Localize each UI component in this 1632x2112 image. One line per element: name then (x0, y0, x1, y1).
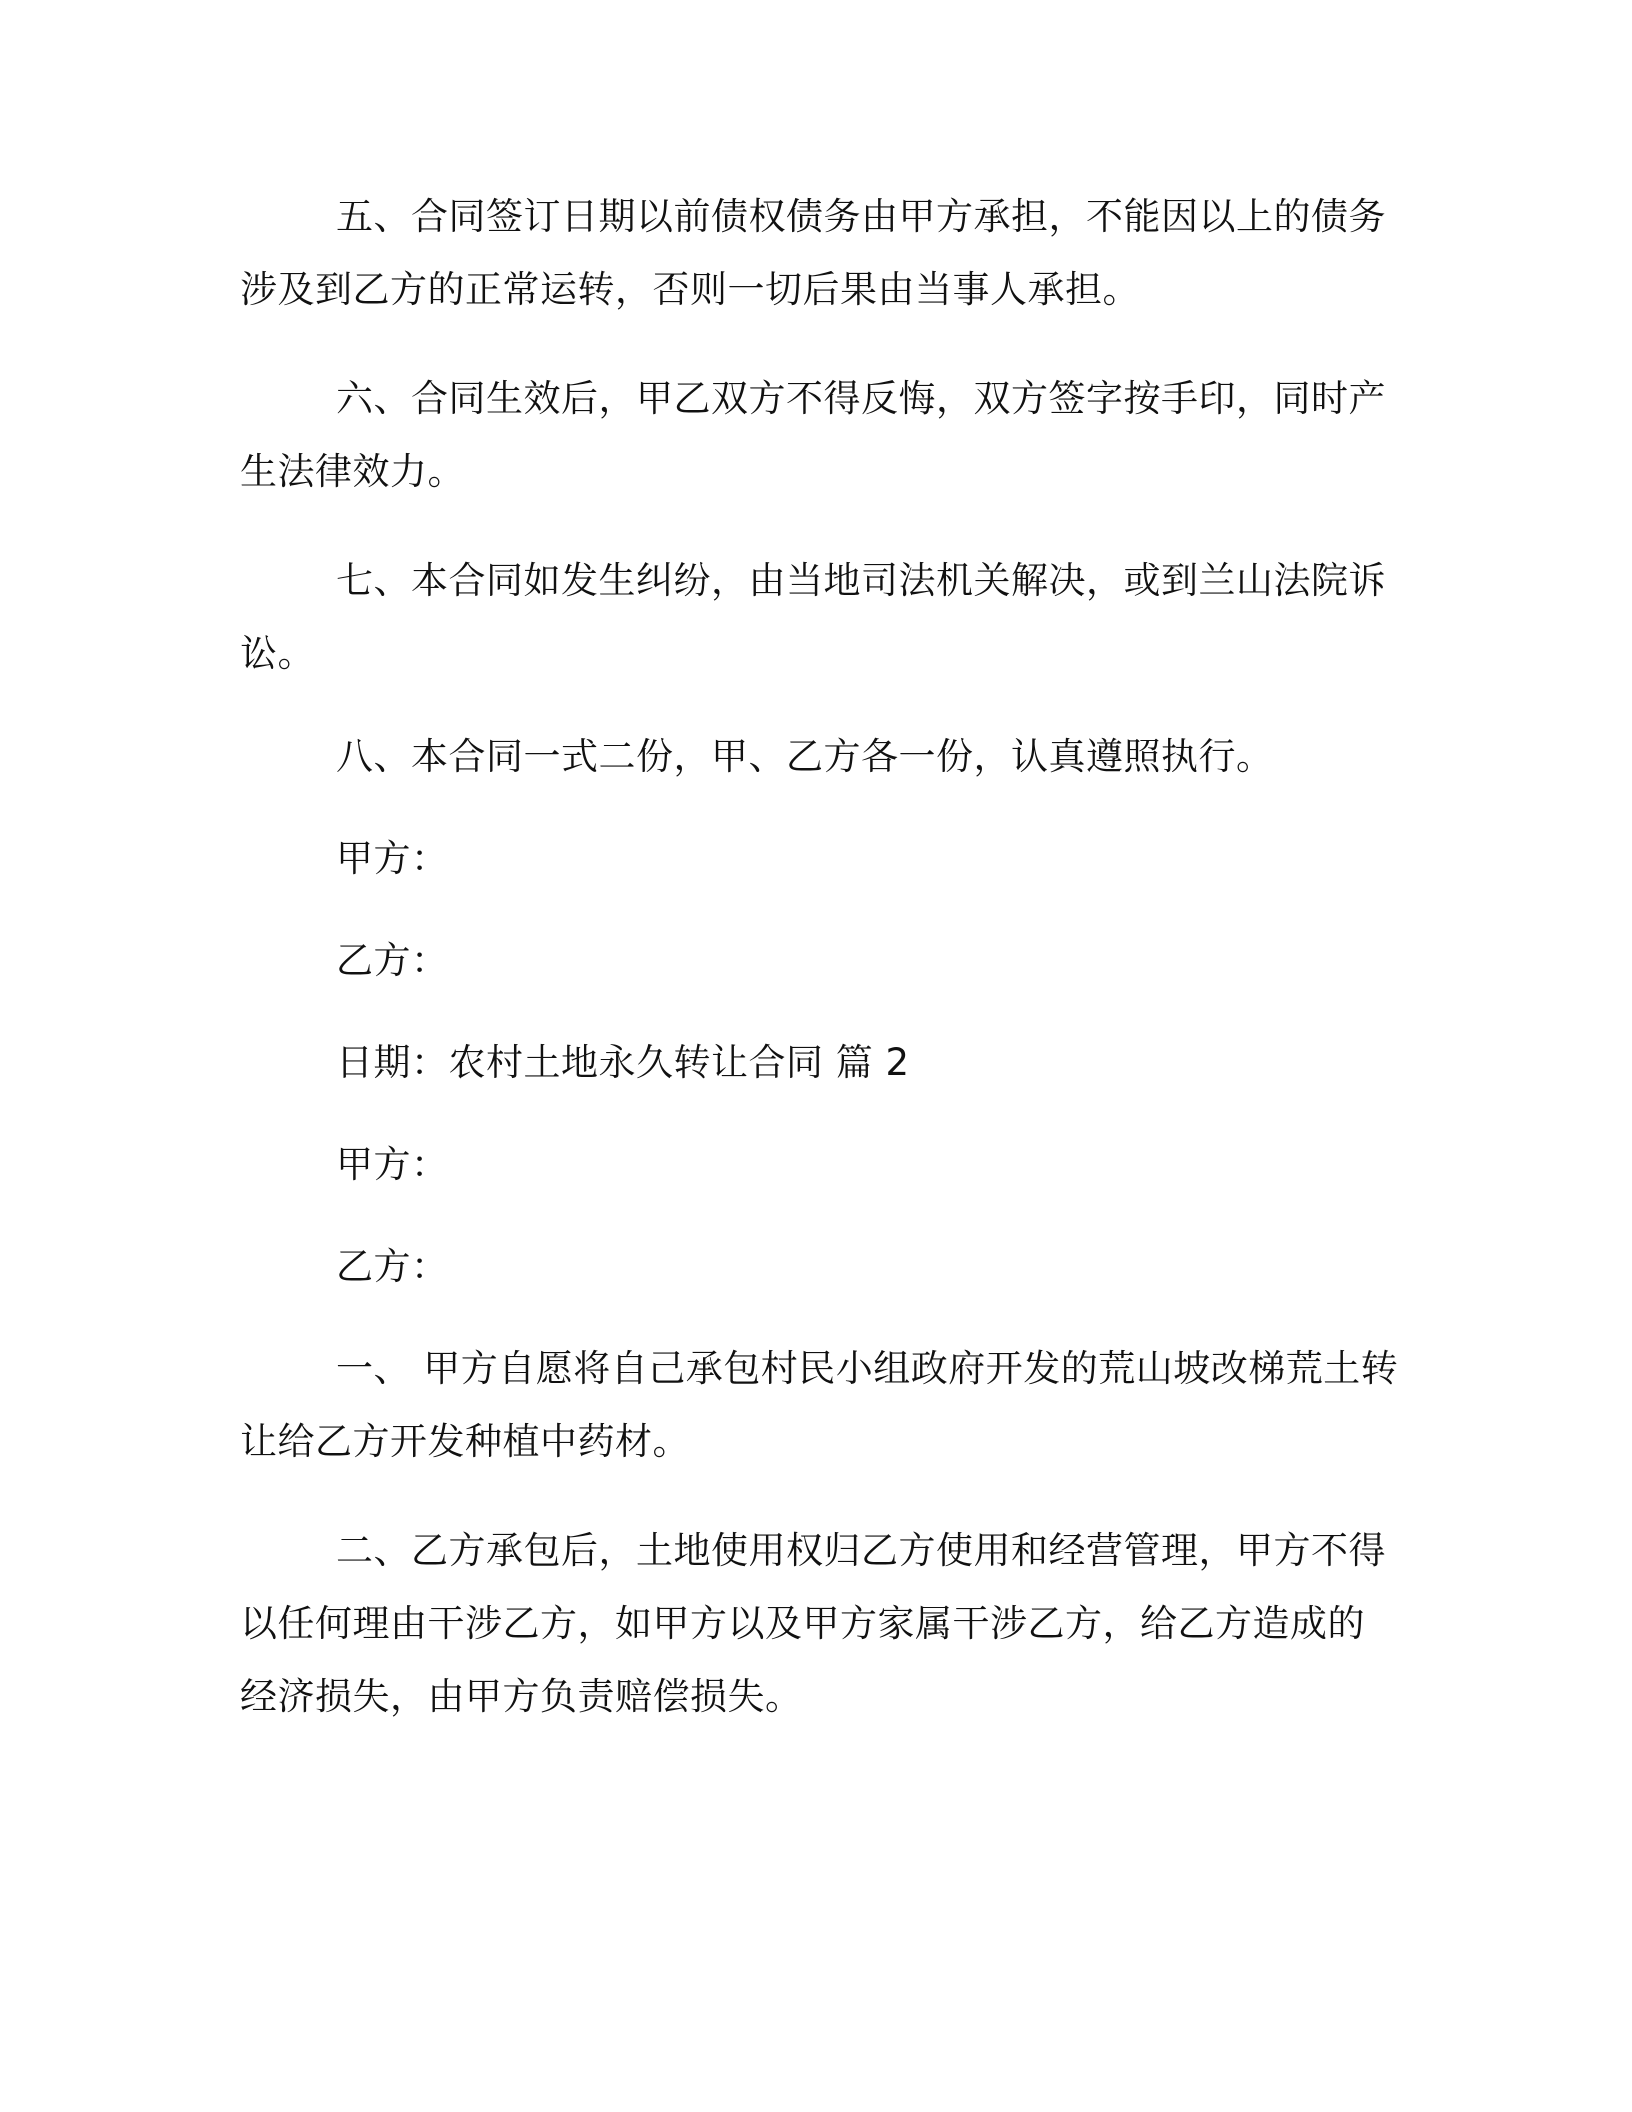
clause-7 (240, 544, 1386, 690)
clause-5-line-1: 五、合同签订日期以前债权债务由甲方承担，不能因以上的债务 (336, 195, 1386, 238)
clause-1-line-2: 让给乙方开发种植中药材。 (240, 1420, 690, 1463)
clause-2-line-2: 以任何理由干涉乙方，如甲方以及甲方家属干涉乙方，给乙方造成的 (240, 1602, 1365, 1645)
clause-6-line-2: 生法律效力。 (240, 450, 465, 493)
party-a-signature-line (240, 822, 1380, 895)
clause-1-line-1: 一、 甲方自愿将自己承包村民小组政府开发的荒山坡改梯荒土转 (336, 1347, 1399, 1390)
clause-7-line-1: 七、本合同如发生纠纷，由当地司法机关解决，或到兰山法院诉 (336, 559, 1386, 602)
party-a-label-2: 甲方： (336, 1143, 449, 1186)
party-b-label-2: 乙方： (336, 1245, 449, 1288)
clause-8 (240, 720, 1380, 793)
party-a-line-section-2 (240, 1128, 1380, 1201)
clause-2-line-3: 经济损失，由甲方负责赔偿损失。 (240, 1675, 803, 1718)
clause-2-line-1: 二、乙方承包后，土地使用权归乙方使用和经营管理，甲方不得 (336, 1529, 1386, 1572)
party-b-signature-line (240, 924, 1380, 997)
party-b-label: 乙方： (336, 939, 449, 982)
clause-6 (240, 362, 1386, 508)
clause-6-line-1: 六、合同生效后，甲乙双方不得反悔，双方签字按手印，同时产 (336, 377, 1386, 420)
clause-1 (240, 1332, 1399, 1478)
clause-5-line-2: 涉及到乙方的正常运转，否则一切后果由当事人承担。 (240, 268, 1140, 311)
clause-5 (240, 180, 1386, 326)
party-a-label: 甲方： (336, 837, 449, 880)
clause-7-line-2: 讼。 (240, 632, 315, 675)
date-and-section-title (240, 1026, 1380, 1099)
clause-2 (240, 1514, 1386, 1733)
party-b-line-section-2 (240, 1230, 1380, 1303)
date-title-text: 日期：农村土地永久转让合同 篇 2 (336, 1041, 910, 1084)
clause-8-line-1: 八、本合同一式二份，甲、乙方各一份，认真遵照执行。 (336, 735, 1274, 778)
